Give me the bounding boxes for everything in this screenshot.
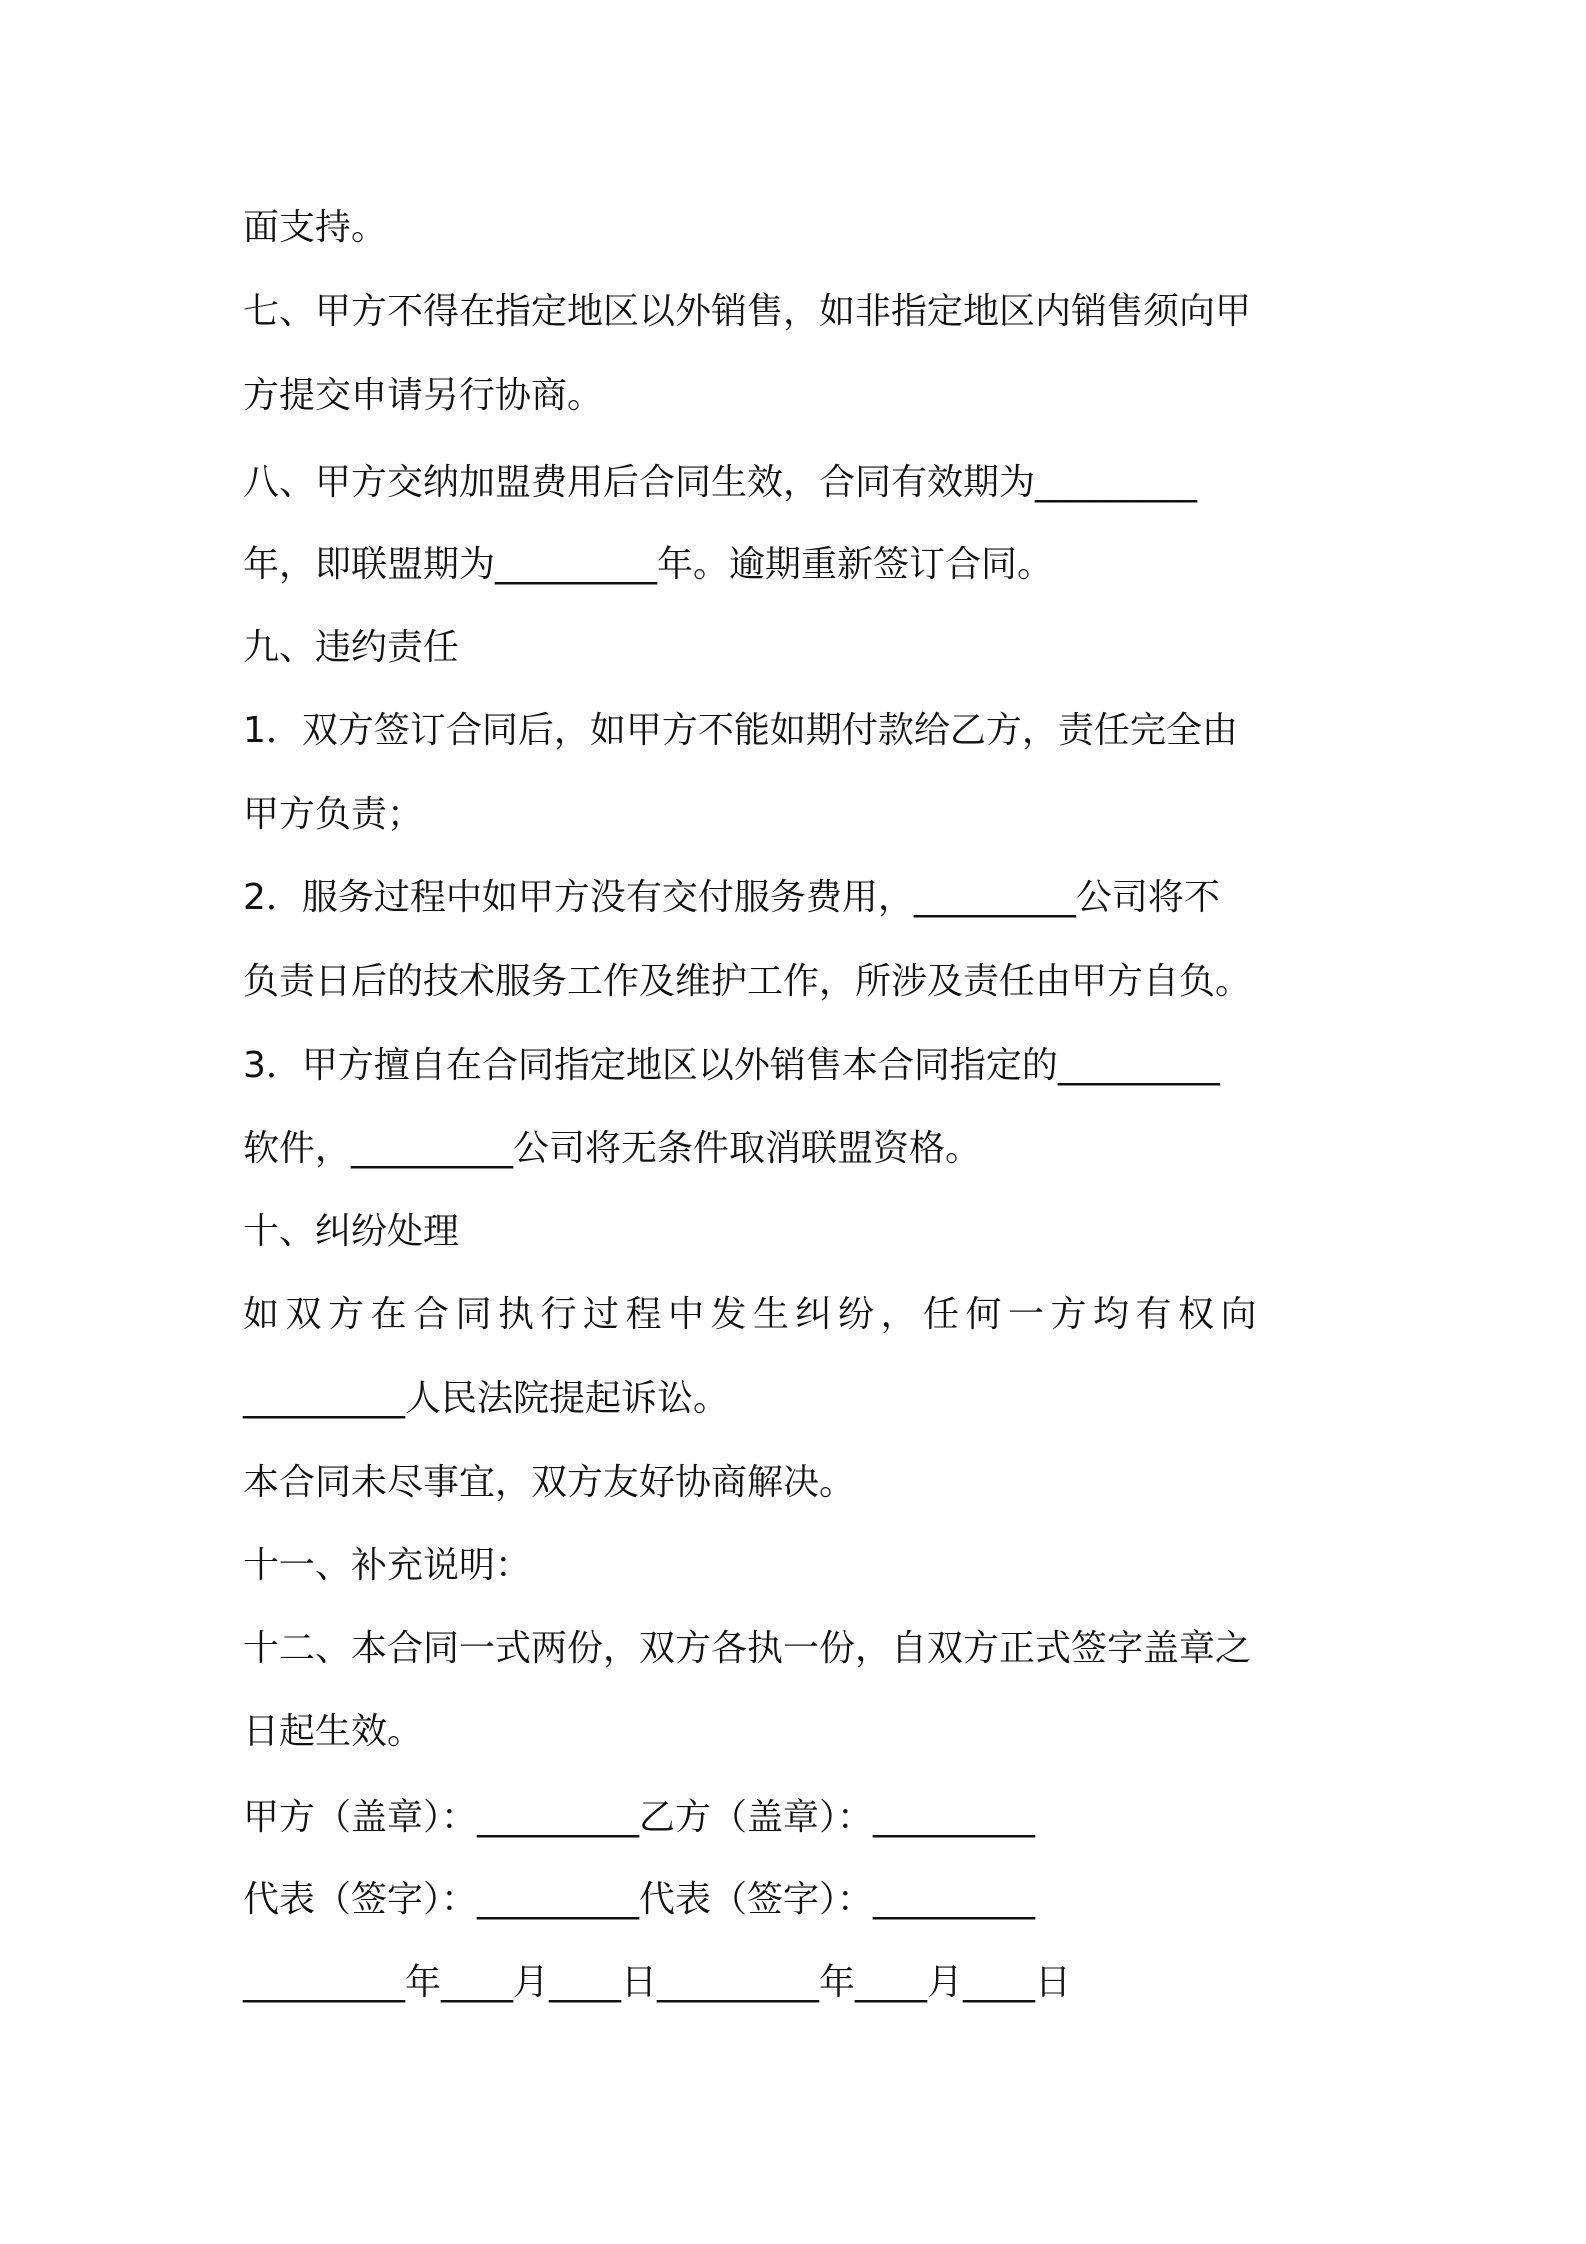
clause-10-line-3: 本合同未尽事宜，双方友好协商解决。 [243,1462,856,1503]
clause-12-line-2: 日起生效。 [243,1711,424,1752]
clause-9-item-3-line-1: 3．甲方擅自在合同指定地区以外销售本合同指定的_________ [243,1045,1220,1086]
clause-8-line-1: 八、甲方交纳加盟费用后合同生效，合同有效期为_________ [243,462,1198,503]
clause-9-heading: 九、违约责任 [243,627,460,668]
clause-7-line-2: 方提交申请另行协商。 [243,375,604,416]
clause-10-line-1: 如双方在合同执行过程中发生纠纷，任何一方均有权向 [243,1294,1264,1335]
clause-11-heading: 十一、补充说明： [243,1545,532,1586]
clause-12-line-1: 十二、本合同一式两份，双方各执一份，自双方正式签字盖章之 [243,1628,1252,1669]
signature-seal-line: 甲方（盖章）：_________乙方（盖章）：_________ [243,1797,1036,1838]
clause-9-item-1-line-1: 1．双方签订合同后，如甲方不能如期付款给乙方，责任完全由 [243,710,1238,751]
clause-8-line-2: 年，即联盟期为_________年。逾期重新签订合同。 [243,544,1054,585]
clause-9-item-2-line-1: 2．服务过程中如甲方没有交付服务费用，_________公司将不 [243,877,1220,918]
signature-date-line: _________年____月____日_________年____月____日 [243,1962,1071,2003]
clause-10-line-2: _________人民法院提起诉讼。 [243,1378,730,1419]
clause-7-line-1: 七、甲方不得在指定地区以外销售，如非指定地区内销售须向甲 [243,291,1252,332]
clause-9-item-2-line-2: 负责日后的技术服务工作及维护工作，所涉及责任由甲方自负。 [243,961,1252,1002]
clause-9-item-3-line-2: 软件，_________公司将无条件取消联盟资格。 [243,1128,982,1169]
clause-9-item-1-line-2: 甲方负责； [243,794,424,835]
clause-10-heading: 十、纠纷处理 [243,1211,460,1252]
clause-6-continuation: 面支持。 [243,207,388,248]
signature-representative-line: 代表（签字）：_________代表（签字）：_________ [243,1879,1036,1920]
